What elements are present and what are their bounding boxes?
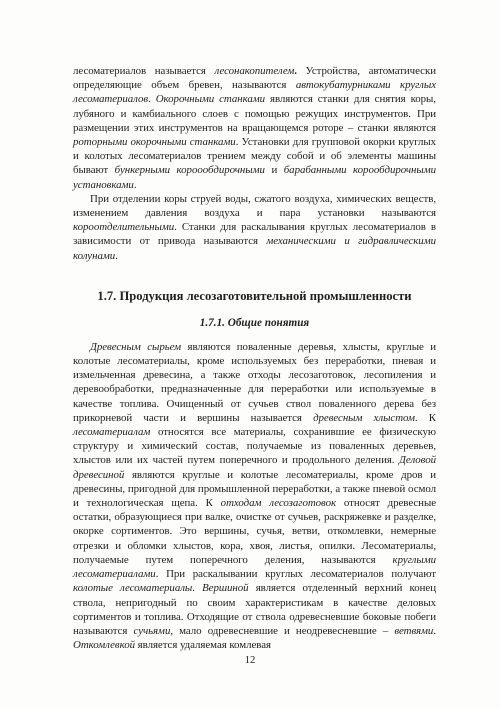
text-run: является удаляемая комлевая <box>135 639 271 652</box>
italic-term: механическими и гидравлическими колунами <box>73 235 436 262</box>
text-run: . К <box>414 411 437 424</box>
text-run: является отделенный верхний конец ствола, непригодный по своим характеристикам в качестве деловых сортиментов и топлива. Отходящие от ствола одревесневшие боковые побеги называются <box>73 582 436 637</box>
italic-term: древесным хлыстом <box>313 411 415 424</box>
text-run: . <box>433 624 437 637</box>
text-run: . <box>115 249 118 262</box>
text-run: являются круглые и колотые лесоматериалы, кроме дров и древесины, пригодной для промышленной переработки, а также пневой осмол и технологическая щепа. К <box>73 468 436 510</box>
italic-term: круглыми лесоматериалами <box>73 553 436 581</box>
text-run: и <box>264 164 284 177</box>
italic-term: Деловой древесиной <box>73 454 436 481</box>
text-run: . <box>192 582 203 595</box>
text-run: . <box>148 93 156 106</box>
page-number: 12 <box>244 654 256 666</box>
text-run: , мало одревесневшие и неодревесневшие – <box>170 624 395 637</box>
italic-term: лесоматериалам <box>73 426 151 439</box>
text-run: При отделении коры струей воды, сжатого воздуха, химических веществ, изменением давления воздуха и пара установки называются <box>73 192 436 220</box>
italic-term: роторными окорочными станками <box>73 136 236 149</box>
italic-term: колотые лесоматериалы <box>73 582 193 595</box>
text-run: Устройства, автоматически определяющие объем бревен, называются <box>73 65 436 92</box>
text-run: . Установки для групповой окорки круглых и колотых лесоматериалов трением между собой и об элементы машины бывают <box>73 136 436 177</box>
italic-term: барабанными корообдирочными установками <box>73 164 437 191</box>
text-run: относят древесные остатки, образующиеся при валке, очистке от сучьев, раскряжевке и разделке, окорке сортиментов. Это вершины, сучья, ветви, откомлевки, немерные отрезки и обломки хлыстов, кора, хвоя, листья, опилки. Лесоматериалы, получаемые путем поперечного деления, называются <box>73 497 436 566</box>
subsection-title: 1.7.1. Общие понятия <box>199 316 310 329</box>
italic-term: короотделительными <box>73 221 175 234</box>
italic-term: Вершиной <box>202 582 249 595</box>
italic-term: отходам лесозаготовок <box>220 497 337 510</box>
text-run: являются станки для снятия коры, лубяного и камбиального слоев с помощью режущих инструментов. При размещении этих инструментов на вращающемся роторе – станки являются <box>73 93 436 134</box>
italic-term: лесонакопителем <box>214 65 295 77</box>
text-run: лесоматериалов называется <box>73 65 215 77</box>
text-run: являются поваленные деревья, хлысты, круглые и колотые лесоматериалы, кроме используемых без переработки, пневая и измельченная древесина, а также отходы лесозаготовок, лесопиления и деревообработки, предназначенные для переработки или используемые в качестве топлива. Очищенный от сучьев ствол поваленного дерева без прикорневой части и вершины называется <box>73 340 437 424</box>
text-run: . <box>133 178 137 191</box>
text-run: относятся все материалы, сохранившие ее физическую структуру и химический состав, получаемые из поваленных деревьев, хлыстов или их частей путем поперечного и продольного деления. <box>73 426 436 467</box>
italic-term: Окорочными станками <box>155 93 266 106</box>
bold-run: . <box>294 65 306 77</box>
italic-term: бункерными короообдирочными <box>114 164 265 177</box>
italic-term: Откомлевкой <box>73 639 135 652</box>
italic-term: автокубатурниками круглых лесоматериалов <box>73 79 436 106</box>
section-title: 1.7. Продукция лесозаготовительной промышленности <box>97 288 412 303</box>
italic-term: сучьями <box>133 624 171 637</box>
text-run: . Станки для раскалывания круглых лесоматериалов в зависимости от привода называются <box>73 221 436 248</box>
paragraph-3 <box>73 340 436 652</box>
paragraph-2 <box>73 192 436 263</box>
italic-term: Древесным сырьем <box>90 340 182 353</box>
page-body <box>73 64 436 652</box>
italic-term: ветвями <box>394 624 434 637</box>
paragraph-1 <box>73 64 436 192</box>
text-run: . При раскалывании круглых лесоматериалов получают <box>155 568 436 581</box>
